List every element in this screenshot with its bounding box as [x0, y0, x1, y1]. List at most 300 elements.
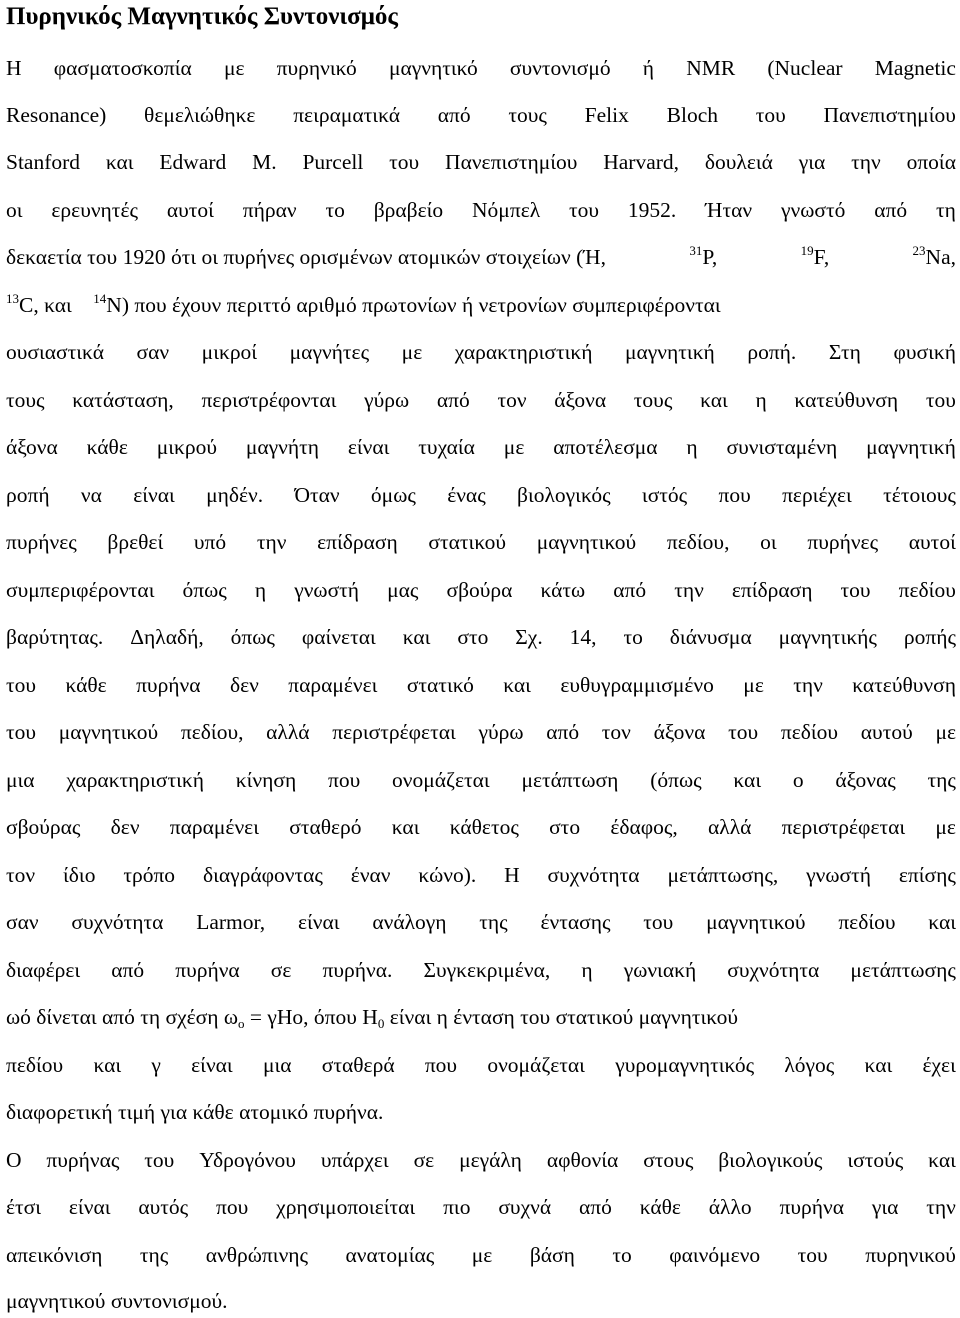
word: πεδίου	[898, 578, 956, 602]
isotope-na23	[913, 240, 956, 274]
line-text	[6, 620, 956, 654]
word: ή	[642, 56, 655, 80]
word: με	[503, 435, 525, 459]
word: μαγνητική	[866, 435, 956, 459]
word: μικρού	[156, 435, 218, 459]
word: ανάλογη	[372, 910, 447, 934]
word: Στη	[828, 340, 861, 364]
word: και	[733, 768, 762, 792]
word: έντασης	[540, 910, 611, 934]
word: η	[581, 958, 593, 982]
word: ονομάζεται	[487, 1053, 585, 1077]
word: κώνο).	[418, 863, 477, 887]
word: κατεύθυνση	[852, 673, 956, 697]
line-text	[6, 335, 956, 369]
line-text	[6, 51, 956, 85]
word: για	[798, 150, 826, 174]
line-text	[6, 1048, 956, 1082]
word: η	[254, 578, 267, 602]
word: ροπής	[903, 625, 956, 649]
word: του	[144, 1148, 175, 1172]
word: Magnetic	[874, 56, 956, 80]
word: από	[546, 720, 580, 744]
word: σαν	[136, 340, 170, 364]
word: είναι	[191, 1053, 233, 1077]
word: περιστρέφονται	[201, 388, 337, 412]
word: όπως	[182, 578, 227, 602]
word: αυτού	[860, 720, 913, 744]
word: γωνιακή	[623, 958, 697, 982]
word: μεγάλη	[459, 1148, 522, 1172]
word: ροπή	[6, 483, 50, 507]
word: της	[139, 1243, 169, 1267]
word: μια	[262, 1053, 292, 1077]
word: Πανεπιστημίου	[445, 150, 578, 174]
isotope-c13	[6, 293, 72, 317]
paragraph-1-line	[6, 193, 956, 227]
word: πυρηνικό	[276, 56, 357, 80]
word: περιστρέφεται	[332, 720, 456, 744]
word: έτσι	[6, 1195, 42, 1219]
paragraph-1-line	[6, 763, 956, 797]
word: συμπεριφέρονται	[6, 578, 155, 602]
paragraph-1-last-line	[6, 1095, 956, 1129]
word: χαρακτηριστική	[454, 340, 593, 364]
word: πυρήνα.	[322, 958, 393, 982]
word: Σχ.	[515, 625, 543, 649]
word: τρόπο	[123, 863, 176, 887]
word: Συγκεκριμένα,	[423, 958, 551, 982]
word: ένας	[447, 483, 486, 507]
paragraph-1-line-formula	[6, 1000, 956, 1034]
word: του	[797, 1243, 828, 1267]
word: μηδέν.	[206, 483, 264, 507]
mass-number: 13	[6, 291, 19, 306]
element-symbol: F,	[813, 245, 830, 269]
paragraph-1-line-isotopes-2	[6, 288, 956, 322]
word: την	[926, 1195, 956, 1219]
word: γυρομαγνητικός	[615, 1053, 755, 1077]
word: μαγνήτες	[289, 340, 370, 364]
line-text	[6, 478, 956, 512]
word: Δηλαδή,	[130, 625, 204, 649]
line-text	[6, 715, 956, 749]
word: άξονα	[6, 435, 58, 459]
word: σαν	[6, 910, 39, 934]
word: αφθονία	[546, 1148, 619, 1172]
word: με	[401, 340, 423, 364]
word: είναι	[297, 910, 340, 934]
word: άλλο	[708, 1195, 752, 1219]
paragraph-1-line	[6, 478, 956, 512]
line-text	[6, 953, 956, 987]
paragraph-1-line	[6, 905, 956, 939]
word: βαρύτητας.	[6, 625, 104, 649]
paragraph-2-last-line	[6, 1284, 956, 1318]
word: διάνυσμα	[669, 625, 752, 649]
word: από	[874, 198, 908, 222]
word: χαρακτηριστική	[66, 768, 205, 792]
paragraph-1-line	[6, 51, 956, 85]
word: Purcell	[302, 150, 364, 174]
paragraph-1-line	[6, 715, 956, 749]
paragraph-1-line	[6, 620, 956, 654]
word: την	[674, 578, 704, 602]
word: όπως	[230, 625, 275, 649]
word: Όταν	[294, 483, 340, 507]
paragraph-1-line	[6, 145, 956, 179]
word: από	[437, 103, 471, 127]
word: και	[700, 388, 728, 412]
word: του	[840, 578, 871, 602]
isotope-p31	[689, 240, 717, 274]
word: άξονα	[653, 720, 706, 744]
word: από	[436, 388, 470, 412]
word: Harvard,	[603, 150, 680, 174]
word: ανθρώπινης	[205, 1243, 309, 1267]
word: ονομάζεται	[392, 768, 490, 792]
isotope-f19	[801, 240, 830, 274]
line-text	[6, 810, 956, 844]
word: τον	[6, 863, 36, 887]
word: αυτός	[138, 1195, 189, 1219]
word: επίδραση	[317, 530, 398, 554]
word: λόγος	[784, 1053, 835, 1077]
word: τους	[6, 388, 45, 412]
paragraph-1-line	[6, 953, 956, 987]
word: δεν	[229, 673, 259, 697]
word: όμως	[370, 483, 416, 507]
paragraph-1-line	[6, 810, 956, 844]
line-text: = γHo, όπου H	[244, 1005, 378, 1029]
line-text: ωό δίνεται από τη σχέση ω	[6, 1005, 239, 1029]
word: μαγνητικού	[706, 910, 806, 934]
word: έδαφος,	[610, 815, 678, 839]
word: επίσης	[898, 863, 956, 887]
word: ιστός	[641, 483, 688, 507]
word: τον	[601, 720, 631, 744]
paragraph-1-line	[6, 525, 956, 559]
word: πεδίου	[780, 720, 839, 744]
word: Νόμπελ	[472, 198, 541, 222]
word: επίδραση	[731, 578, 813, 602]
word: και	[864, 1053, 893, 1077]
word: που	[216, 1195, 249, 1219]
word: περιέχει	[782, 483, 852, 507]
line-text: διαφορετική τιμή για κάθε ατομικό πυρήνα.	[6, 1100, 384, 1124]
word: για	[871, 1195, 899, 1219]
formula-line	[6, 1000, 738, 1034]
word: (όπως	[650, 768, 702, 792]
word: σβούρα	[446, 578, 513, 602]
word: μικροί	[201, 340, 258, 364]
word: του	[569, 198, 600, 222]
word: και	[928, 910, 956, 934]
element-symbol: P,	[702, 245, 718, 269]
word: πιο	[443, 1195, 471, 1219]
subscript: 0	[377, 1016, 385, 1031]
word: παραμένει	[288, 673, 378, 697]
word: του	[755, 103, 786, 127]
word: η	[755, 388, 767, 412]
word: γνωστό	[781, 198, 846, 222]
word: στατικό	[406, 673, 474, 697]
word: είναι	[347, 435, 390, 459]
word: του	[643, 910, 674, 934]
word: φυσική	[893, 340, 956, 364]
line-text	[6, 1238, 956, 1272]
word: Edward	[159, 150, 227, 174]
word: Ήταν	[705, 198, 753, 222]
word: στο	[457, 625, 489, 649]
word: (Nuclear	[767, 56, 843, 80]
word: συχνότητα	[727, 958, 820, 982]
word: το	[623, 625, 643, 649]
word: πυρήνας	[46, 1148, 120, 1172]
isotope-n14	[93, 293, 720, 317]
line-text: μαγνητικού συντονισμού.	[6, 1289, 228, 1313]
word: μετάπτωση	[521, 768, 619, 792]
word: NMR	[686, 56, 736, 80]
mass-number: 31	[689, 243, 703, 258]
word: άξονα	[554, 388, 607, 412]
word: η	[686, 435, 698, 459]
word: αλλά	[708, 815, 752, 839]
word: Ο	[6, 1148, 22, 1172]
word: τυχαία	[418, 435, 475, 459]
word: άξονας	[835, 768, 896, 792]
word: αυτοί	[908, 530, 956, 554]
word: σταθερά	[321, 1053, 395, 1077]
word: στο	[549, 815, 581, 839]
word: μας	[387, 578, 419, 602]
subscript: o	[238, 1016, 245, 1031]
word: του	[389, 150, 420, 174]
word: και	[402, 625, 431, 649]
word: που	[718, 483, 751, 507]
word: της	[927, 768, 956, 792]
document-title: Πυρηνικός Μαγνητικός Συντονισμός	[6, 3, 398, 30]
word: μετάπτωσης	[850, 958, 956, 982]
line-text: δεκαετία του 1920 ότι οι πυρήνες ορισμένων ατομικών στοιχείων (Ή,	[6, 245, 607, 269]
word: ευθυγραμμισμένο	[560, 673, 714, 697]
word: μαγνητικό	[388, 56, 478, 80]
word: και	[105, 150, 134, 174]
word: φαινόμενο	[669, 1243, 761, 1267]
word: Υδρογόνου	[199, 1148, 296, 1172]
word: κίνηση	[235, 768, 297, 792]
word: οι	[760, 530, 777, 554]
word: ανατομίας	[345, 1243, 435, 1267]
word: γνωστή	[294, 578, 360, 602]
word: και	[391, 815, 420, 839]
word: και	[93, 1053, 122, 1077]
word: μαγνητικού	[536, 530, 637, 554]
element-symbol: C, και	[19, 293, 72, 317]
paragraph-1-line	[6, 668, 956, 702]
line-text	[6, 193, 956, 227]
word: πυρήνα	[779, 1195, 844, 1219]
line-text	[6, 905, 956, 939]
word: Η	[6, 56, 22, 80]
word: που	[328, 768, 361, 792]
word: βιολογικούς	[718, 1148, 823, 1172]
paragraph-1-line	[6, 335, 956, 369]
word: του	[925, 388, 956, 412]
mass-number: 14	[93, 291, 107, 306]
paragraph-1-line	[6, 573, 956, 607]
word: σταθερό	[289, 815, 362, 839]
word: Felix	[584, 103, 629, 127]
word: την	[851, 150, 881, 174]
word: το	[612, 1243, 632, 1267]
word: από	[613, 578, 647, 602]
word: αλλά	[266, 720, 310, 744]
line-text	[6, 145, 956, 179]
word: μαγνητικής	[778, 625, 877, 649]
word: βάση	[529, 1243, 575, 1267]
line-text	[6, 525, 956, 559]
word: ουσιαστικά	[6, 340, 104, 364]
word: σβούρας	[6, 815, 81, 839]
element-symbol: Na,	[925, 245, 956, 269]
line-text	[6, 1190, 956, 1224]
word: γνωστή	[806, 863, 871, 887]
word: μαγνητική	[625, 340, 715, 364]
word: τους	[633, 388, 673, 412]
word: κάθε	[86, 435, 128, 459]
word: πεδίου,	[666, 530, 730, 554]
paragraph-2-line	[6, 1238, 956, 1272]
word: Resonance)	[6, 103, 107, 127]
word: πειραματικά	[293, 103, 400, 127]
word: μαγνητικού	[58, 720, 159, 744]
word: συχνότητα	[547, 863, 640, 887]
word: τη	[935, 198, 956, 222]
word: βραβείο	[373, 198, 444, 222]
word: φαίνεται	[301, 625, 376, 649]
word: έχει	[922, 1053, 956, 1077]
paragraph-1-line	[6, 858, 956, 892]
word: τον	[497, 388, 527, 412]
word: ροπή.	[747, 340, 797, 364]
word: τους	[508, 103, 547, 127]
word: του	[6, 673, 37, 697]
word: Stanford	[6, 150, 81, 174]
word: πεδίου	[6, 1053, 64, 1077]
paragraph-2-line	[6, 1143, 956, 1177]
word: την	[256, 530, 287, 554]
line-text	[6, 668, 956, 702]
word: μαγνήτη	[245, 435, 319, 459]
word: οι	[6, 198, 23, 222]
line-text	[6, 1143, 956, 1177]
word: 1952.	[627, 198, 677, 222]
word: κάτω	[540, 578, 586, 602]
word: αποτέλεσμα	[553, 435, 658, 459]
line-text	[6, 858, 956, 892]
word: ίδιο	[63, 863, 96, 887]
word: με	[471, 1243, 493, 1267]
line-text: N) που έχουν περιττό αριθμό πρωτονίων ή νετρονίων συμπεριφέρονται	[106, 293, 721, 317]
word: M.	[252, 150, 277, 174]
word: έναν	[350, 863, 391, 887]
word: και	[503, 673, 531, 697]
word: το	[325, 198, 345, 222]
word: να	[80, 483, 102, 507]
word: θεμελιώθηκε	[144, 103, 256, 127]
paragraph-1-line	[6, 1048, 956, 1082]
word: που	[424, 1053, 458, 1077]
line-text	[6, 98, 956, 132]
word: αυτοί	[166, 198, 214, 222]
word: 14,	[569, 625, 597, 649]
word: είναι	[68, 1195, 111, 1219]
line-text	[6, 573, 956, 607]
word: κατεύθυνση	[794, 388, 899, 412]
paragraph-1-line	[6, 383, 956, 417]
word: χρησιμοποιείται	[276, 1195, 416, 1219]
word: οποία	[906, 150, 956, 174]
word: υπάρχει	[320, 1148, 389, 1172]
mass-number: 23	[912, 243, 926, 258]
word: γύρω	[478, 720, 524, 744]
word: συντονισμό	[509, 56, 611, 80]
word: ο	[792, 768, 804, 792]
word: πυρήνες	[807, 530, 879, 554]
word: γ	[151, 1053, 161, 1077]
word: κατάσταση,	[72, 388, 174, 412]
word: απεικόνιση	[6, 1243, 103, 1267]
word: πεδίου,	[180, 720, 244, 744]
line-content	[6, 288, 956, 322]
paragraph-1-line	[6, 430, 956, 464]
line-text	[6, 430, 956, 464]
word: με	[743, 673, 764, 697]
word: γύρω	[364, 388, 410, 412]
word: Η	[504, 863, 520, 887]
word: την	[793, 673, 823, 697]
line-text: είναι η ένταση του στατικού μαγνητικού	[384, 1005, 739, 1029]
word: από	[578, 1195, 612, 1219]
word: συνισταμένη	[726, 435, 838, 459]
word: πήραν	[242, 198, 297, 222]
word: σε	[270, 958, 292, 982]
paragraph-2-line	[6, 1190, 956, 1224]
word: του	[6, 720, 37, 744]
word: συχνά	[498, 1195, 552, 1219]
word: Πανεπιστημίου	[823, 103, 956, 127]
word: παραμένει	[169, 815, 259, 839]
word: από	[111, 958, 145, 982]
word: τέτοιους	[883, 483, 956, 507]
line-text	[6, 383, 956, 417]
word: μια	[6, 768, 35, 792]
word: είναι	[133, 483, 175, 507]
word: διαφέρει	[6, 958, 81, 982]
mass-number: 19	[800, 243, 814, 258]
word: με	[223, 56, 245, 80]
word: της	[479, 910, 508, 934]
word: ιστούς	[847, 1148, 904, 1172]
word: δεν	[110, 815, 140, 839]
word: υπό	[193, 530, 227, 554]
word: βιολογικός	[517, 483, 611, 507]
word: πυρηνικού	[865, 1243, 956, 1267]
word: με	[935, 720, 956, 744]
word: μετάπτωσης,	[667, 863, 779, 887]
paragraph-1-line	[6, 98, 956, 132]
